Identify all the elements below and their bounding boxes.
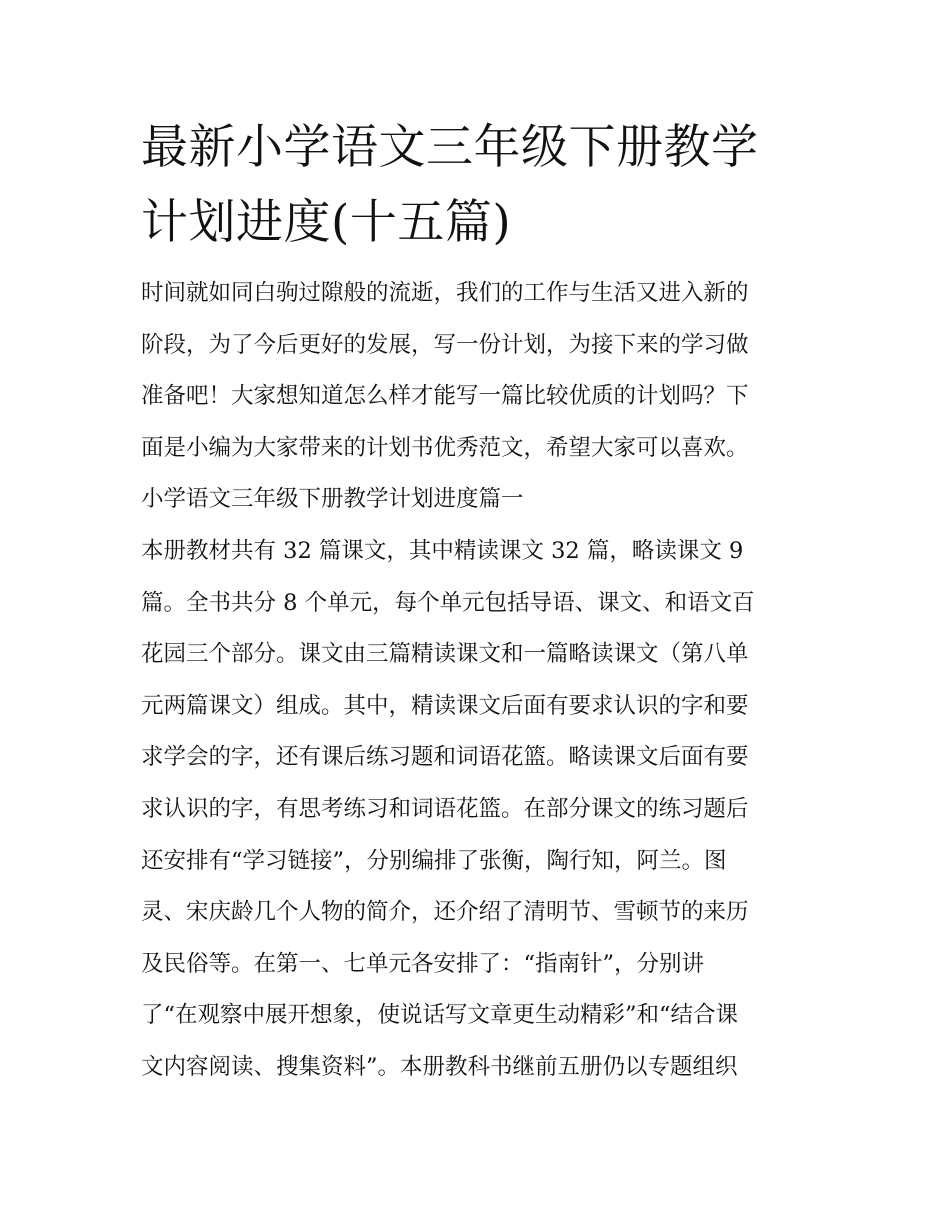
paragraph-line-8: 灵、宋庆龄几个人物的简介，还介绍了清明节、雪顿节的来历 (141, 899, 749, 926)
paragraph-line-4: 元两篇课文）组成。其中，精读课文后面有要求认识的字和要 (141, 692, 749, 719)
paragraph-line-1: 本册教材共有 32 篇课文，其中精读课文 32 篇，略读课文 9 (141, 537, 744, 564)
intro-line-2: 阶段，为了今后更好的发展，写一份计划，为接下来的学习做 (141, 331, 749, 358)
paragraph-line-3: 花园三个部分。课文由三篇精读课文和一篇略读课文（第八单 (141, 641, 749, 668)
paragraph-line-6: 求认识的字，有思考练习和词语花篮。在部分课文的练习题后 (141, 795, 749, 822)
intro-line-3: 准备吧！大家想知道怎么样才能写一篇比较优质的计划吗？下 (141, 383, 749, 410)
paragraph-line-10: 了“在观察中展开想象，使说话写文章更生动精彩”和“结合课 (141, 1002, 739, 1029)
paragraph-line-11: 文内容阅读、搜集资料”。本册教科书继前五册仍以专题组织 (141, 1053, 738, 1080)
paragraph-line-7: 还安排有“学习链接”，分别编排了张衡，陶行知，阿兰。图 (141, 847, 727, 874)
title-line-1: 最新小学语文三年级下册教学 (141, 120, 759, 175)
paragraph-line-5: 求学会的字，还有课后练习题和词语花篮。略读课文后面有要 (141, 744, 749, 771)
paragraph-line-2: 篇。全书共分 8 个单元，每个单元包括导语、课文、和语文百 (141, 589, 755, 616)
section-heading: 小学语文三年级下册教学计划进度篇一 (141, 486, 524, 513)
title-line-2: 计划进度(十五篇) (141, 195, 512, 250)
intro-line-1: 时间就如同白驹过隙般的流逝，我们的工作与生活又进入新的 (141, 280, 749, 306)
paragraph-line-9: 及民俗等。在第一、七单元各安排了：“指南针”，分别讲 (141, 950, 705, 977)
document-body (141, 268, 821, 1094)
document-title (141, 110, 821, 260)
intro-line-4: 面是小编为大家带来的计划书优秀范文，希望大家可以喜欢。 (141, 434, 749, 461)
document-page (141, 110, 821, 1094)
